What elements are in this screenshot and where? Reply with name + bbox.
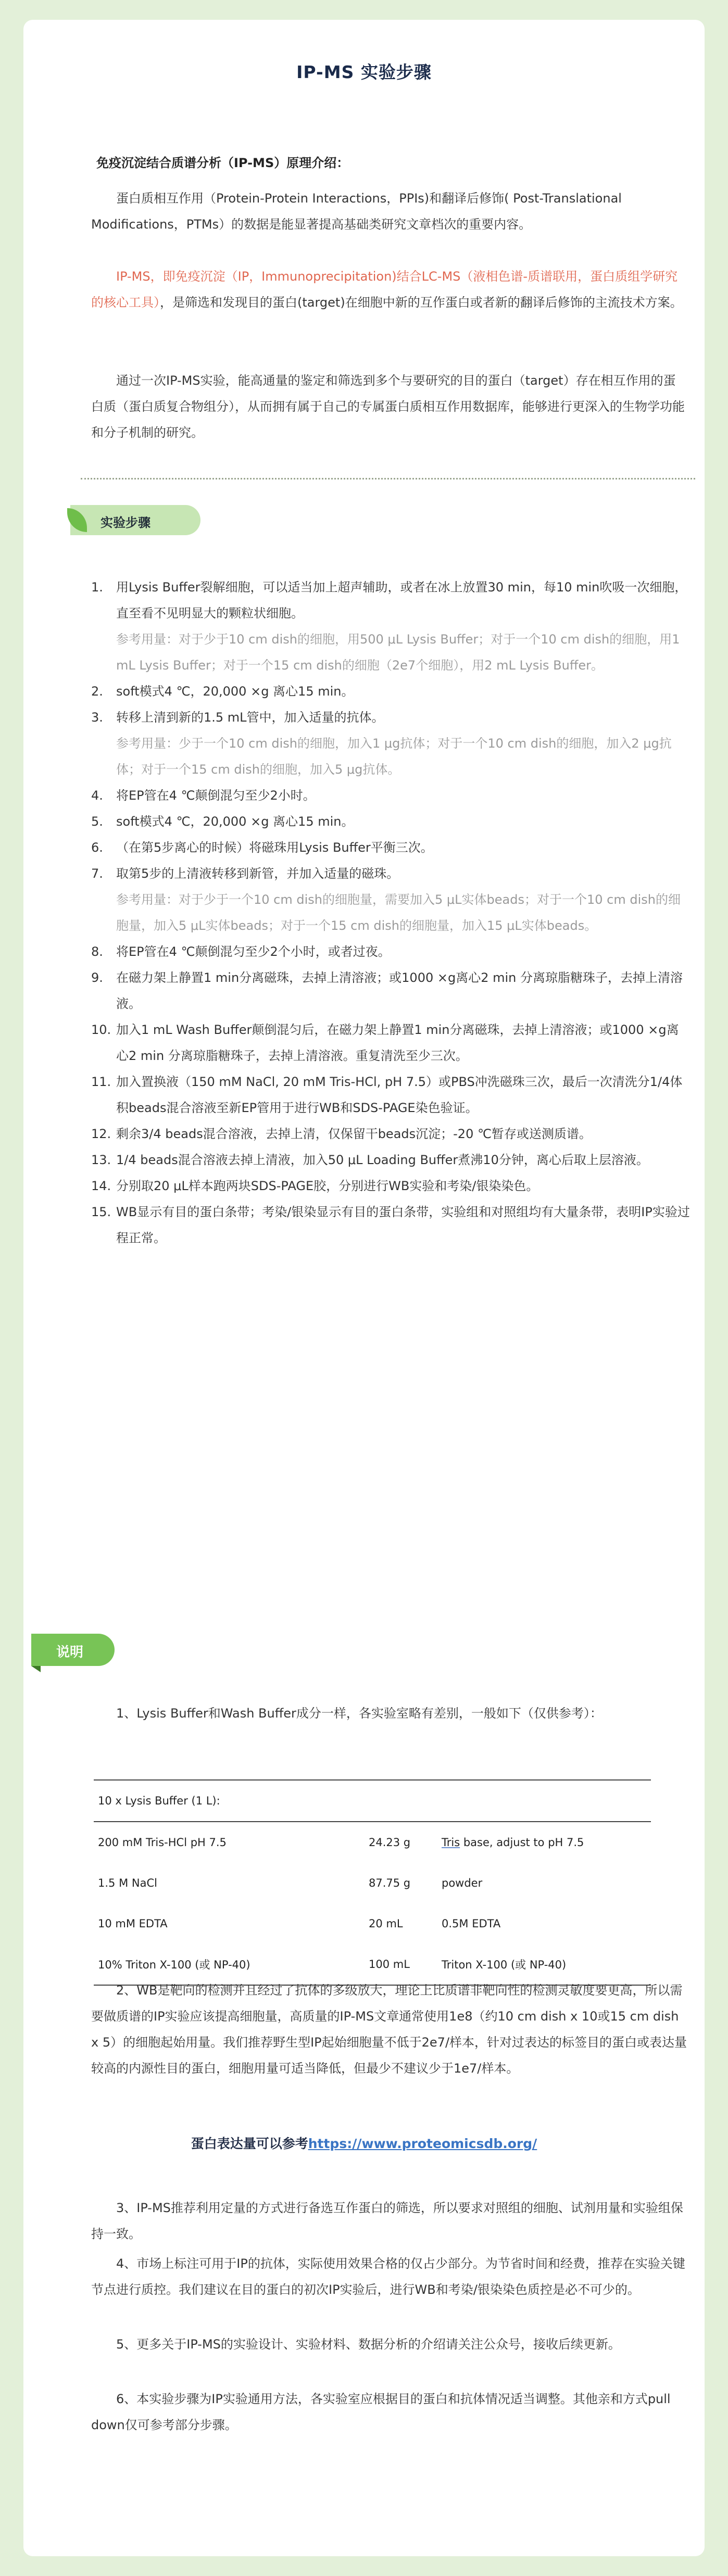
- step-reference-note: 参考用量：对于少于10 cm dish的细胞，用500 μL Lysis Buffer；对于一个10 cm dish的细胞，用1 mL Lysis Buffer；对于一个15 cm dish的细胞（2e7个细胞），用2 mL Lysis Buffer。: [116, 632, 680, 673]
- ribbon-fold: [31, 1666, 41, 1672]
- step-text: 将EP管在4 ℃颠倒混匀至少2个小时，或者过夜。: [116, 944, 391, 959]
- step-text: （在第5步离心的时候）将磁珠用Lysis Buffer平衡三次。: [116, 840, 433, 855]
- step-number: 5.: [91, 814, 103, 829]
- step-item: [91, 965, 690, 1017]
- content-card: [23, 20, 705, 2556]
- note-4: 4、市场上标注可用于IP的抗体，实际使用效果合格的仅占少部分。为节省时间和经费，推荐在实验关键节点进行质控。我们建议在目的蛋白的初次IP实验后，进行WB和考染/银染染色质控是必不可少的。: [91, 2256, 685, 2297]
- step-text: 剩余3/4 beads混合溶液，去掉上清，仅保留干beads沉淀；-20 ℃暂存或送测质谱。: [116, 1127, 592, 1141]
- intro-paragraph-3: 通过一次IP-MS实验，能高通量的鉴定和筛选到多个与要研究的目的蛋白（target）存在相互作用的蛋白质（蛋白质复合物组分），从而拥有属于自己的专属蛋白质相互作用数据库，能够进行更深入的生物学功能和分子机制的研究。: [91, 373, 685, 440]
- intro-highlight: IP-MS，即免疫沉淀（IP，Immunoprecipitation)结合LC-MS（液相色谱-质谱联用，蛋白质组学研究的核心工具）: [91, 269, 678, 310]
- step-number: 2.: [91, 684, 103, 699]
- table-cell: powder: [442, 1877, 483, 1889]
- step-number: 15.: [91, 1205, 111, 1219]
- section-divider: [81, 478, 695, 479]
- step-item: [91, 678, 690, 704]
- step-text: 1/4 beads混合溶液去掉上清液，加入50 μL Loading Buffer煮沸10分钟，离心后取上层溶液。: [116, 1153, 649, 1167]
- table-cell: 10% Triton X-100 (或 NP-40): [94, 1944, 369, 1985]
- step-number: 10.: [91, 1022, 111, 1037]
- table-title: 10 x Lysis Buffer (1 L):: [94, 1780, 651, 1822]
- note-1: 1、Lysis Buffer和Wash Buffer成分一样，各实验室略有差别，一般如下（仅供参考）：: [116, 1706, 603, 1721]
- step-text: soft模式4 ℃，20,000 ×g 离心15 min。: [116, 814, 354, 829]
- table-cell: 24.23 g: [369, 1836, 411, 1849]
- table-cell: Triton X-100 (或 NP-40): [442, 1944, 651, 1985]
- step-number: 4.: [91, 788, 103, 803]
- note-5: 5、更多关于IP-MS的实验设计、实验材料、数据分析的介绍请关注公众号，接收后续更新。: [116, 2337, 621, 2352]
- step-number: 7.: [91, 866, 103, 881]
- note-6: 6、本实验步骤为IP实验通用方法，各实验室应根据目的蛋白和抗体情况适当调整。其他亲和方式pull down仅可参考部分步骤。: [91, 2392, 671, 2432]
- step-item: [91, 704, 690, 782]
- step-item: [91, 1173, 690, 1199]
- step-text: 加入置换液（150 mM NaCl, 20 mM Tris-HCl, pH 7.5）或PBS冲洗磁珠三次，最后一次清洗分1/4体积beads混合溶液至新EP管用于进行WB和SDS-PAGE染色验证。: [116, 1075, 683, 1115]
- step-number: 8.: [91, 944, 103, 959]
- cell-text: base, adjust to pH 7.5: [460, 1836, 584, 1849]
- step-text: soft模式4 ℃，20,000 ×g 离心15 min。: [116, 684, 354, 699]
- step-text: 用Lysis Buffer裂解细胞，可以适当加上超声辅助，或者在冰上放置30 min，每10 min吹吸一次细胞，直至看不见明显大的颗粒状细胞。: [116, 580, 687, 621]
- step-number: 11.: [91, 1075, 111, 1089]
- leaf-icon: [67, 508, 87, 532]
- table-cell: 200 mM Tris-HCl pH 7.5: [98, 1836, 227, 1849]
- step-text: WB显示有目的蛋白条带；考染/银染显示有目的蛋白条带，实验组和对照组均有大量条带，表明IP实验过程正常。: [116, 1205, 690, 1245]
- notes-section-label: 说明: [56, 1645, 84, 1660]
- reference-line: [23, 2133, 705, 2152]
- step-text: 转移上清到新的1.5 mL管中，加入适量的抗体。: [116, 710, 384, 725]
- step-item: [91, 782, 690, 809]
- table-cell: 0.5M EDTA: [442, 1917, 501, 1930]
- step-text: 取第5步的上清液转移到新管，并加入适量的磁珠。: [116, 866, 399, 881]
- step-number: 12.: [91, 1127, 111, 1141]
- table-cell: 100 mL: [369, 1944, 442, 1985]
- table-cell: 87.75 g: [369, 1877, 411, 1889]
- cell-underlined: Tris: [442, 1836, 460, 1849]
- note-2: 2、WB是靶向的检测并且经过了抗体的多级放大，理论上比质谱非靶向性的检测灵敏度要更高，所以需要做质谱的IP实验应该提高细胞量，高质量的IP-MS文章通常使用1e8（约10 cm dish x 10或15 cm dish x 5）的细胞起始用量。我们推荐野生型IP起始细胞量不低于2e7/样本，针对过表达的标签目的蛋白或表达量较高的内源性目的蛋白，细胞用量可适当降低，但最少不建议少于1e7/样本。: [91, 1983, 687, 2076]
- table-row: [94, 1863, 651, 1903]
- table-row: [94, 1903, 651, 1944]
- intro-paragraph-1: 蛋白质相互作用（Protein-Protein Interactions，PPIs)和翻译后修饰( Post-Translational Modifications，PTMs）的数据是能显著提高基础类研究文章档次的重要内容。: [91, 191, 622, 232]
- reference-prefix: 蛋白表达量可以参考: [191, 2136, 308, 2151]
- table-cell: 10 mM EDTA: [98, 1917, 168, 1930]
- page-title: IP-MS 实验步骤: [296, 62, 432, 82]
- step-item: [91, 809, 690, 835]
- step-item: [91, 835, 690, 861]
- step-text: 将EP管在4 ℃颠倒混匀至少2小时。: [116, 788, 316, 803]
- intro-paragraph-2-rest: ，是筛选和发现目的蛋白(target)在细胞中新的互作蛋白或者新的翻译后修饰的主流技术方案。: [160, 295, 683, 310]
- step-item: [91, 939, 690, 965]
- step-item: [91, 574, 690, 678]
- step-text: 加入1 mL Wash Buffer颠倒混匀后，在磁力架上静置1 min分离磁珠，去掉上清溶液；或1000 ×g离心2 min 分离琼脂糖珠子，去掉上清溶液。重复清洗至少三次。: [116, 1022, 679, 1063]
- lysis-buffer-table: [94, 1779, 651, 1986]
- step-reference-note: 参考用量：少于一个10 cm dish的细胞，加入1 μg抗体；对于一个10 cm dish的细胞，加入2 μg抗体；对于一个15 cm dish的细胞，加入5 μg抗体。: [116, 736, 672, 777]
- table-cell: [442, 1822, 651, 1863]
- step-item: [91, 1069, 690, 1121]
- step-text: 分别取20 μL样本跑两块SDS-PAGE胶，分别进行WB实验和考染/银染染色。: [116, 1179, 539, 1193]
- step-item: [91, 1017, 690, 1069]
- steps-section-badge: [70, 505, 200, 535]
- step-number: 14.: [91, 1179, 111, 1193]
- step-text: 在磁力架上静置1 min分离磁珠，去掉上清溶液；或1000 ×g离心2 min 分离琼脂糖珠子，去掉上清溶液。: [116, 970, 683, 1011]
- step-number: 9.: [91, 970, 103, 985]
- steps-list: [91, 574, 690, 1251]
- intro-heading: 免疫沉淀结合质谱分析（IP-MS）原理介绍：: [96, 156, 349, 170]
- notes-section-badge: [31, 1634, 115, 1666]
- table-cell: 20 mL: [369, 1917, 403, 1930]
- step-item: [91, 1121, 690, 1147]
- table-row: [94, 1822, 651, 1863]
- steps-section-label: 实验步骤: [101, 515, 150, 530]
- step-item: [91, 861, 690, 939]
- proteomicsdb-link[interactable]: https://www.proteomicsdb.org/: [308, 2136, 537, 2151]
- table-cell: 1.5 M NaCl: [98, 1877, 157, 1889]
- step-item: [91, 1199, 690, 1251]
- step-reference-note: 参考用量：对于少于一个10 cm dish的细胞量，需要加入5 μL实体beads；对于一个10 cm dish的细胞量，加入5 μL实体beads；对于一个15 cm dish的细胞量，加入15 μL实体beads。: [116, 892, 681, 933]
- step-number: 13.: [91, 1153, 111, 1167]
- step-number: 1.: [91, 580, 103, 595]
- step-number: 3.: [91, 710, 103, 725]
- intro-paragraph-2: [91, 263, 685, 315]
- step-item: [91, 1147, 690, 1173]
- step-number: 6.: [91, 840, 103, 855]
- note-3: 3、IP-MS推荐利用定量的方式进行备选互作蛋白的筛选，所以要求对照组的细胞、试剂用量和实验组保持一致。: [91, 2201, 683, 2241]
